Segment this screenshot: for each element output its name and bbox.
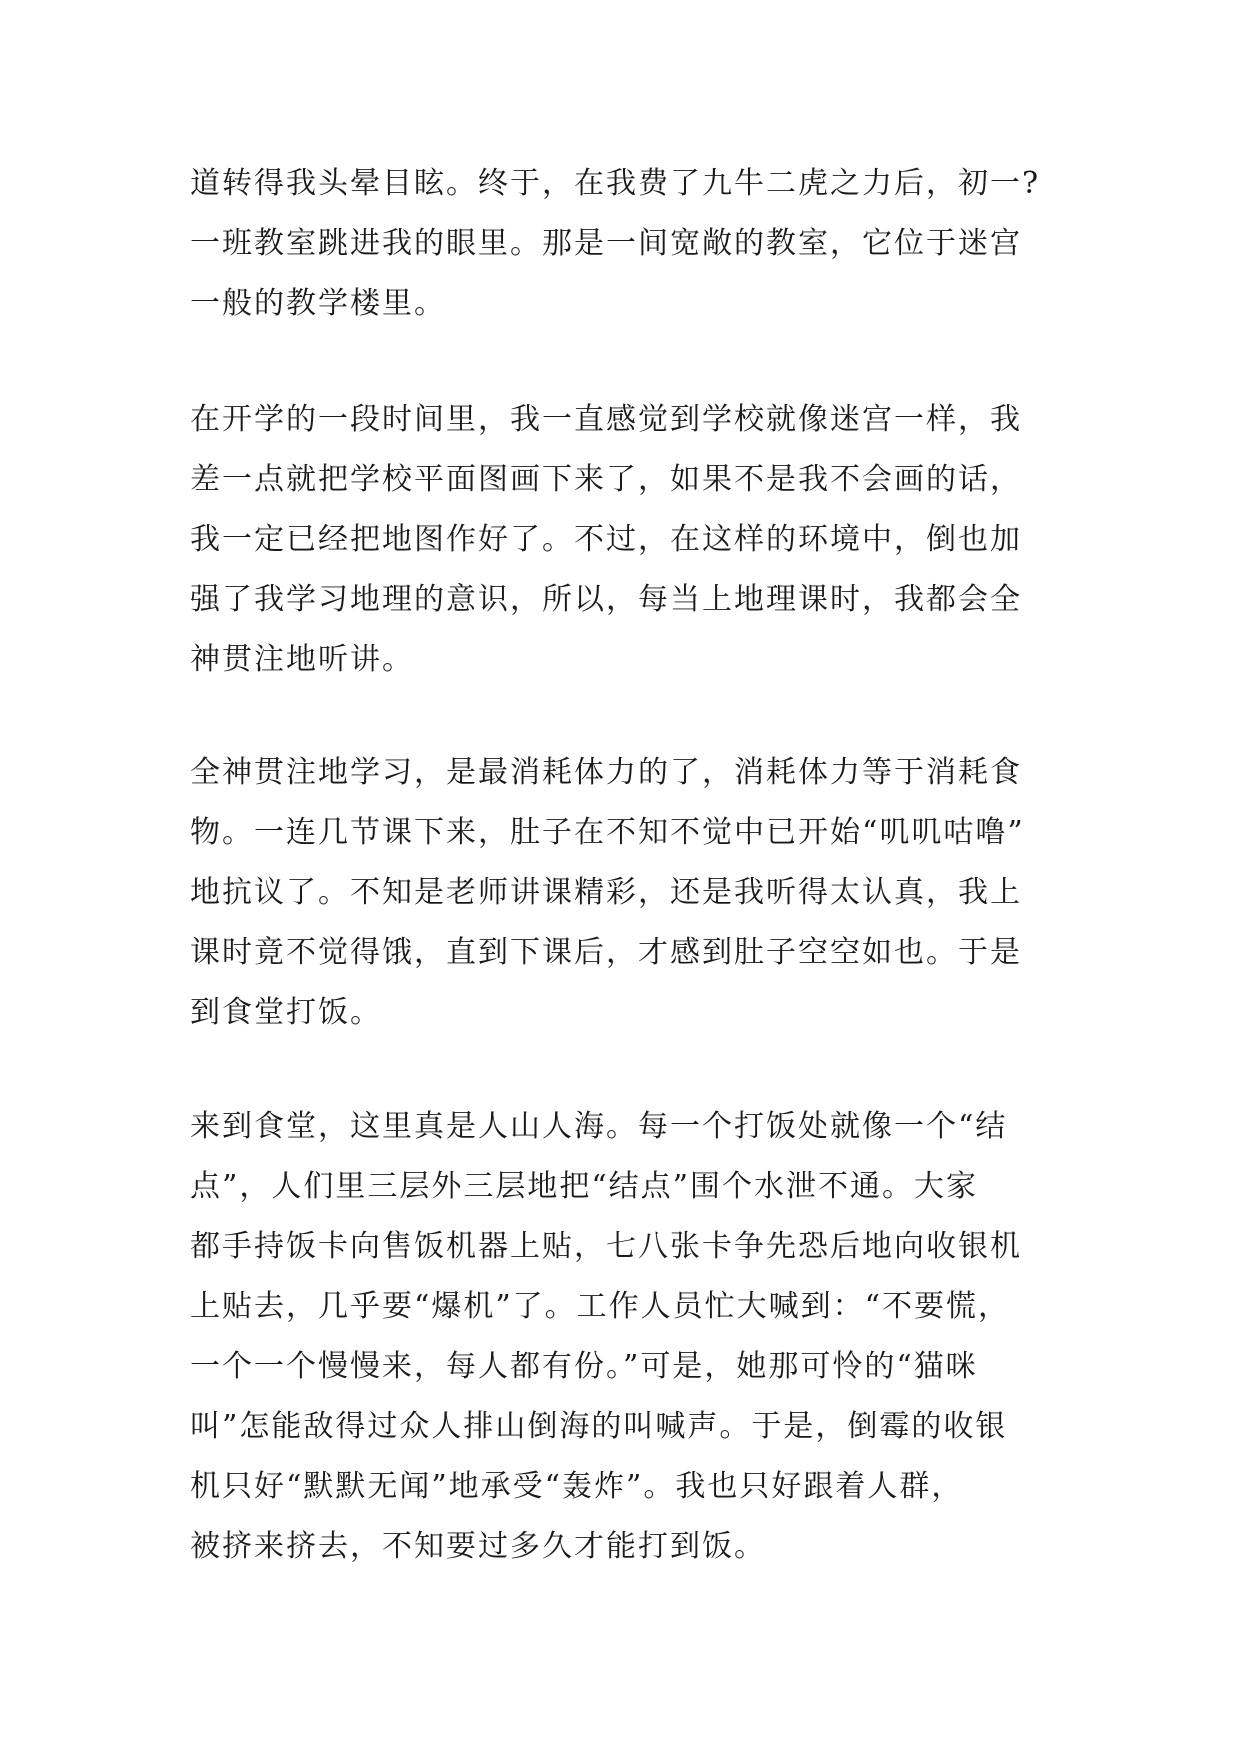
paragraph-2: [190, 390, 1060, 690]
text-line: 一班教室跳进我的眼里。那是一间宽敞的教室，它位于迷宫: [190, 226, 1022, 261]
paragraph-3: [190, 743, 1060, 1043]
text-line: 一个一个慢慢来，每人都有份。”可是，她那可怜的“猫咪: [190, 1349, 978, 1384]
text-line: 物。一连几节课下来，肚子在不知不觉中已开始“叽叽咕噜”: [190, 815, 1025, 850]
text-line: 上贴去，几乎要“爆机”了。工作人员忙大喊到：“不要慌，: [190, 1289, 1011, 1324]
text-line: 被挤来挤去，不知要过多久才能打到饭。: [190, 1529, 766, 1564]
text-line: 地抗议了。不知是老师讲课精彩，还是我听得太认真，我上: [190, 875, 1022, 910]
text-line: 都手持饭卡向售饭机器上贴，七八张卡争先恐后地向收银机: [190, 1229, 1022, 1264]
text-line: 强了我学习地理的意识，所以，每当上地理课时，我都会全: [190, 582, 1022, 617]
text-line: 到食堂打饭。: [190, 995, 382, 1030]
text-line: 道转得我头晕目眩。终于，在我费了九牛二虎之力后，初一?: [190, 166, 1041, 201]
text-line: 叫”怎能敌得过众人排山倒海的叫喊声。于是，倒霉的收银: [190, 1409, 1008, 1444]
text-line: 机只好“默默无闻”地承受“轰炸”。我也只好跟着人群，: [190, 1469, 964, 1504]
text-line: 在开学的一段时间里，我一直感觉到学校就像迷宫一样，我: [190, 402, 1022, 437]
text-line: 神贯注地听讲。: [190, 642, 414, 677]
text-line: 我一定已经把地图作好了。不过，在这样的环境中，倒也加: [190, 522, 1022, 557]
text-line: 课时竟不觉得饿，直到下课后，才感到肚子空空如也。于是: [190, 935, 1022, 970]
text-line: 差一点就把学校平面图画下来了，如果不是我不会画的话，: [190, 462, 1022, 497]
text-line: 来到食堂，这里真是人山人海。每一个打饭处就像一个“结: [190, 1109, 1008, 1144]
paragraph-1: [190, 154, 1060, 334]
text-line: 一般的教学楼里。: [190, 286, 446, 321]
text-line: 点”，人们里三层外三层地把“结点”围个水泄不通。大家: [190, 1169, 979, 1204]
text-line: 全神贯注地学习，是最消耗体力的了，消耗体力等于消耗食: [190, 755, 1022, 790]
paragraph-4: [190, 1097, 1060, 1577]
